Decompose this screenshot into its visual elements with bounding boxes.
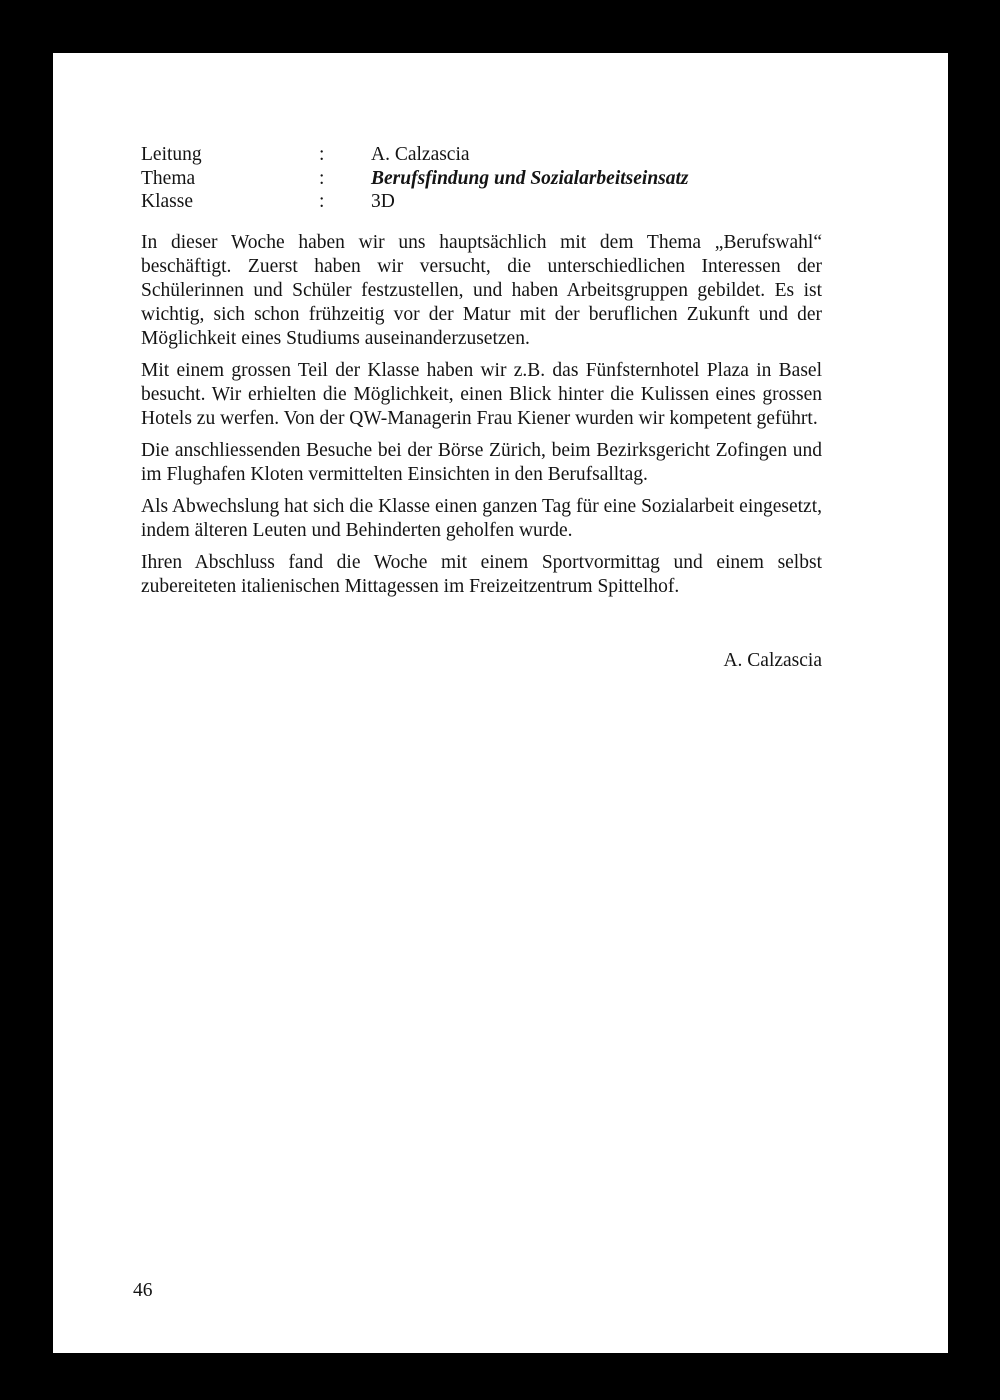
header-info: [141, 143, 689, 214]
header-value: A. Calzascia: [371, 144, 470, 165]
paragraph: Als Abwechslung hat sich die Klasse einen ganzen Tag für eine Sozialarbeit eingesetzt, indem älteren Leuten und Behinderten geholfen wurde.: [141, 496, 822, 541]
signature: A. Calzascia: [723, 650, 822, 671]
header-label: Thema: [141, 167, 196, 189]
body-text: [141, 231, 822, 607]
page-number: 46: [133, 1280, 153, 1301]
header-value-topic: Berufsfindung und Sozialarbeitseinsatz: [371, 167, 689, 189]
header-separator: :: [319, 167, 325, 189]
paragraph: Die anschliessenden Besuche bei der Börse Zürich, beim Bezirksgericht Zofingen und im Flughafen Kloten vermittelten Einsichten in den Berufsalltag.: [141, 440, 822, 485]
header-row-thema: [141, 167, 689, 191]
header-separator: :: [319, 144, 325, 165]
header-label: Leitung: [141, 144, 202, 165]
header-label: Klasse: [141, 191, 193, 212]
paragraph: In dieser Woche haben wir uns hauptsächlich mit dem Thema „Berufswahl“ beschäftigt. Zuerst haben wir versucht, die unterschiedlichen Interessen der Schülerinnen und Schüler festzustellen, und haben Arbeitsgruppen gebildet. Es ist wichtig, sich schon frühzeitig vor der Matur mit der beruflichen Zukunft und der Möglichkeit eines Studiums auseinanderzusetzen.: [141, 232, 822, 349]
header-value: 3D: [371, 191, 395, 212]
paragraph: Mit einem grossen Teil der Klasse haben wir z.B. das Fünfsternhotel Plaza in Basel besucht. Wir erhielten die Möglichkeit, einen Blick hinter die Kulissen eines grossen Hotels zu werfen. Von der QW-Managerin Frau Kiener wurden wir kompetent geführt.: [141, 360, 822, 429]
header-row-klasse: [141, 190, 689, 214]
document-page: [53, 53, 948, 1353]
header-row-leitung: [141, 143, 689, 167]
header-separator: :: [319, 191, 325, 212]
paragraph: Ihren Abschluss fand die Woche mit einem Sportvormittag und einem selbst zubereiteten italienischen Mittagessen im Freizeitzentrum Spittelhof.: [141, 552, 822, 597]
